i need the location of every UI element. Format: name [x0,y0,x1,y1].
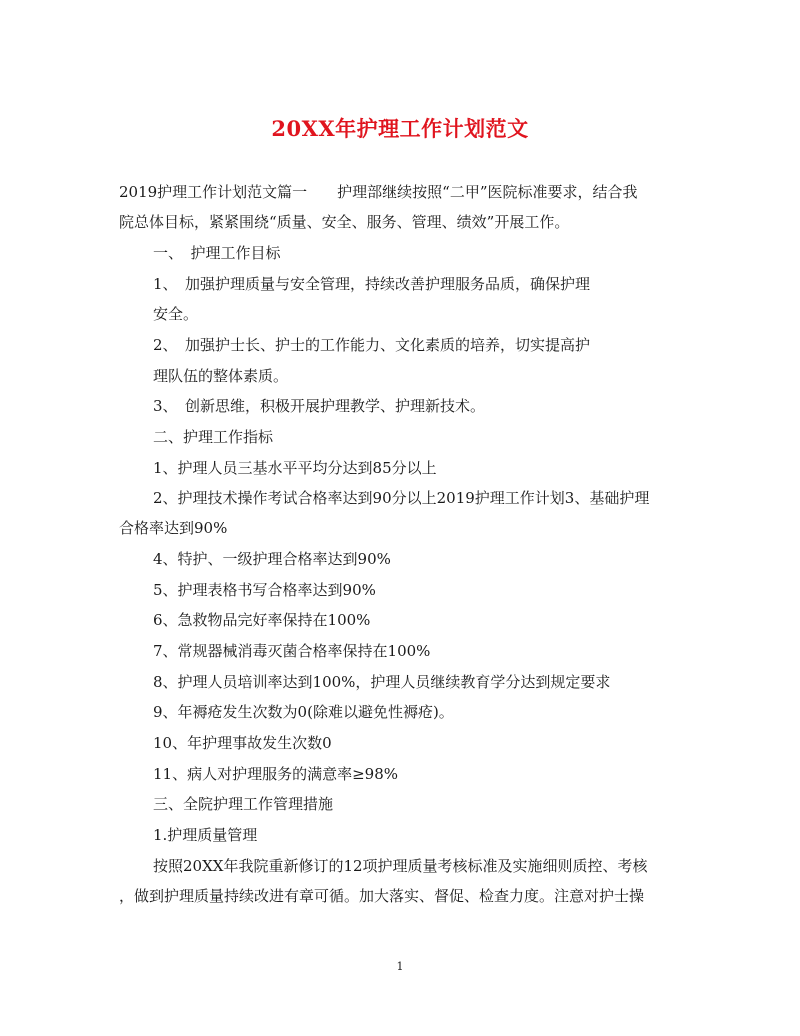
list-item-continuation: 安全。 [153,305,199,323]
list-item: 6、急救物品完好率保持在100% [153,611,371,629]
list-item: 2、 加强护士长、护士的工作能力、文化素质的培养，切实提高护 [153,336,591,354]
section-heading: 三、全院护理工作管理措施 [153,795,334,813]
section-heading: 二、护理工作指标 [153,428,274,446]
list-item: 11、病人对护理服务的满意率≥98% [153,765,398,783]
paragraph-line: 院总体目标，紧紧围绕“质量、安全、服务、管理、绩效”开展工作。 [119,213,570,231]
page-number: 1 [396,960,404,973]
document-title: 20XX年护理工作计划范文 [271,116,529,141]
list-item: 1、 加强护理质量与安全管理，持续改善护理服务品质，确保护理 [153,275,591,293]
subsection-heading: 1.护理质量管理 [153,826,258,844]
list-item-continuation: 合格率达到90% [119,519,228,537]
list-item: 8、护理人员培训率达到100%，护理人员继续教育学分达到规定要求 [153,673,611,691]
list-item: 5、护理表格书写合格率达到90% [153,581,376,599]
list-item: 1、护理人员三基水平平均分达到85分以上 [153,459,437,477]
section-heading: 一、 护理工作目标 [153,244,281,262]
list-item: 10、年护理事故发生次数0 [153,734,332,752]
paragraph-line: ，做到护理质量持续改进有章可循。加大落实、督促、检查力度。注意对护士操 [119,887,645,905]
list-item: 9、年褥疮发生次数为0(除难以避免性褥疮)。 [153,703,454,721]
list-item: 3、 创新思维，积极开展护理教学、护理新技术。 [153,397,486,415]
list-item: 7、常规器械消毒灭菌合格率保持在100% [153,642,431,660]
paragraph-line: 按照20XX年我院重新修订的12项护理质量考核标准及实施细则质控、考核 [153,857,648,875]
list-item-continuation: 理队伍的整体素质。 [153,367,289,385]
list-item: 2、护理技术操作考试合格率达到90分以上2019护理工作计划3、基础护理 [153,489,650,507]
paragraph-line: 2019护理工作计划范文篇一 护理部继续按照“二甲”医院标准要求，结合我 [119,183,638,201]
list-item: 4、特护、一级护理合格率达到90% [153,550,391,568]
